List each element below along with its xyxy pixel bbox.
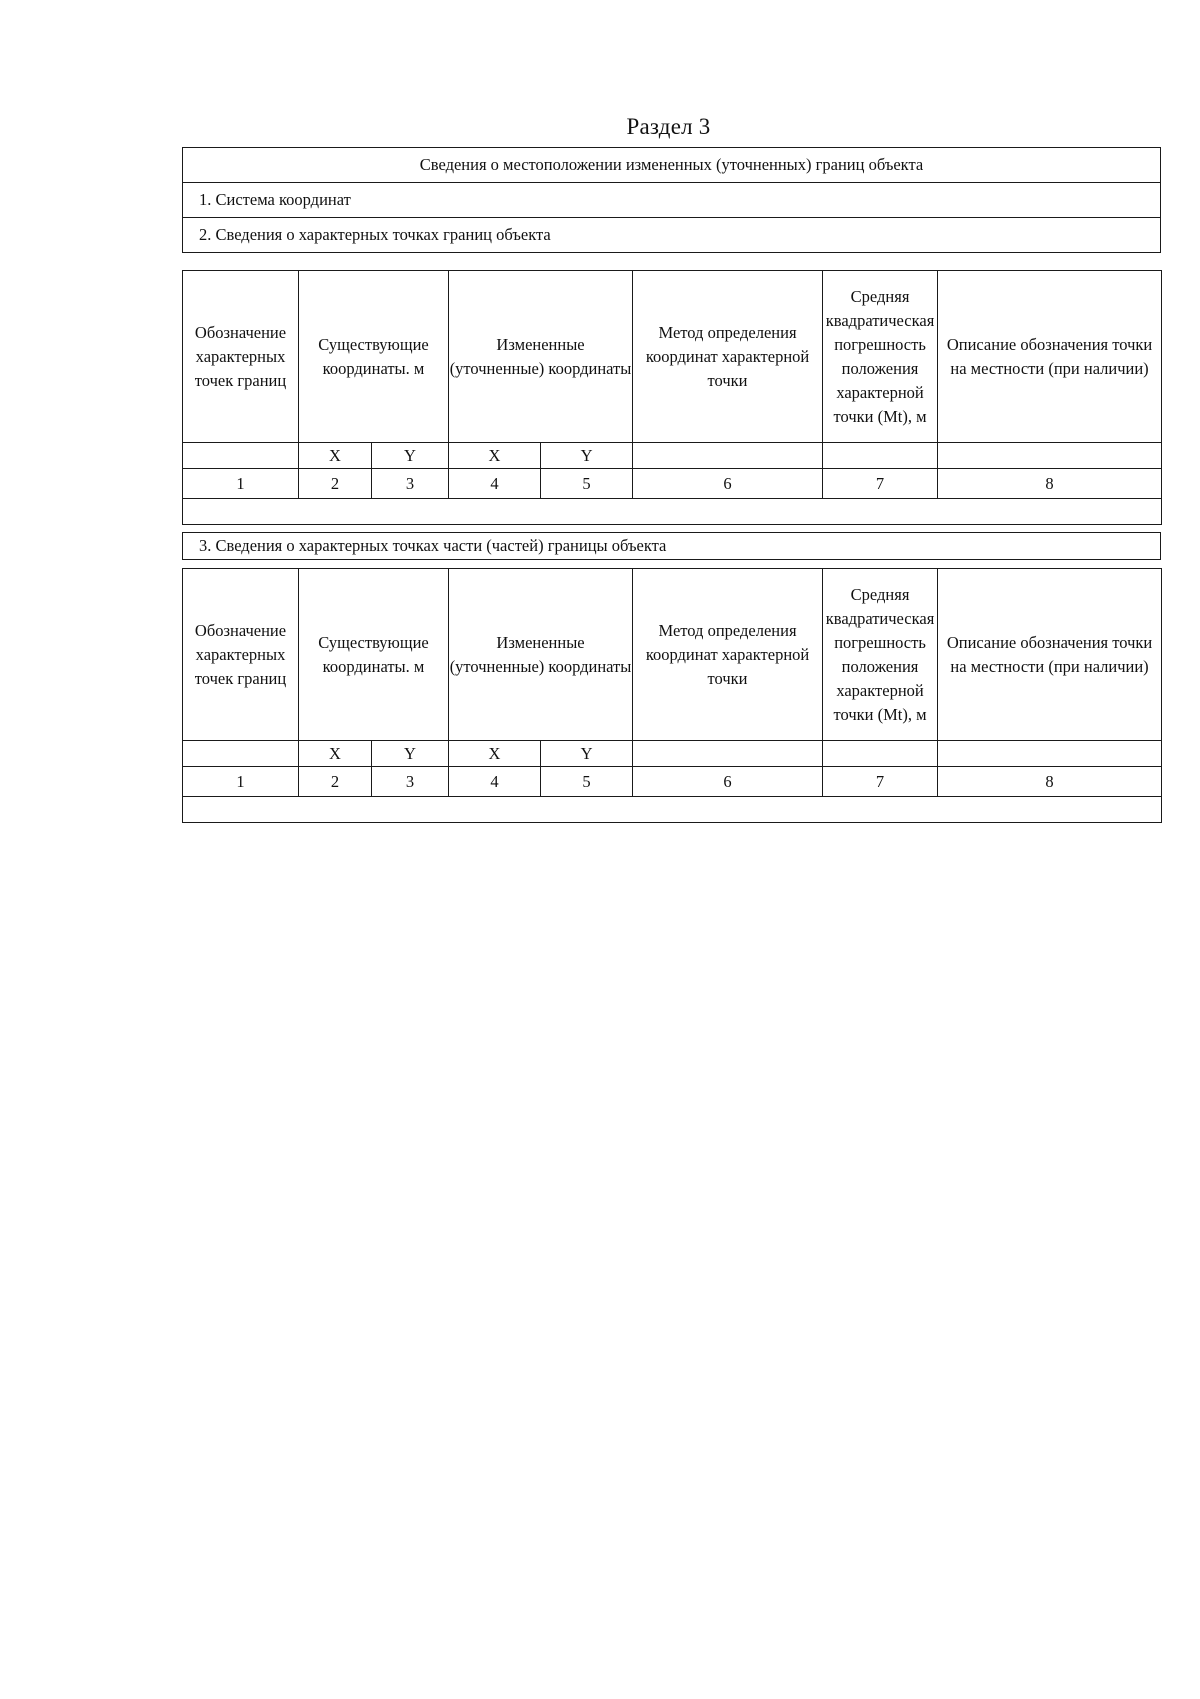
col-mean-square-error: Средняя квадратическая погрешность положения характерной точки (Mt), м bbox=[823, 271, 938, 443]
boundary-points-table bbox=[182, 270, 1162, 525]
axis-y: Y bbox=[541, 443, 633, 469]
column-number: 6 bbox=[633, 469, 823, 499]
col-description: Описание обозначения точки на местности (при наличии) bbox=[938, 569, 1162, 741]
axis-cell-empty bbox=[633, 741, 823, 767]
col-description: Описание обозначения точки на местности (при наличии) bbox=[938, 271, 1162, 443]
col-method: Метод определения координат характерной точки bbox=[633, 569, 823, 741]
column-number: 8 bbox=[938, 767, 1162, 797]
axis-x: X bbox=[299, 741, 372, 767]
column-number: 2 bbox=[299, 469, 372, 499]
col-designation: Обозначение характерных точек границ bbox=[183, 271, 299, 443]
column-number: 3 bbox=[372, 767, 449, 797]
col-mean-square-error: Средняя квадратическая погрешность положения характерной точки (Mt), м bbox=[823, 569, 938, 741]
col-changed-coordinates: Измененные (уточненные) координаты bbox=[449, 271, 633, 443]
page-title: Раздел 3 bbox=[626, 114, 711, 139]
column-number: 3 bbox=[372, 469, 449, 499]
column-number: 8 bbox=[938, 469, 1162, 499]
column-number: 2 bbox=[299, 767, 372, 797]
axis-y: Y bbox=[541, 741, 633, 767]
section-caption: Сведения о местоположении измененных (уточненных) границ объекта bbox=[183, 148, 1161, 183]
empty-data-row bbox=[183, 797, 1162, 823]
col-changed-coordinates: Измененные (уточненные) координаты bbox=[449, 569, 633, 741]
col-existing-coordinates: Существующие координаты. м bbox=[299, 271, 449, 443]
col-method: Метод определения координат характерной точки bbox=[633, 271, 823, 443]
axis-y: Y bbox=[372, 741, 449, 767]
axis-y: Y bbox=[372, 443, 449, 469]
axis-x: X bbox=[449, 741, 541, 767]
column-number: 6 bbox=[633, 767, 823, 797]
axis-cell-empty bbox=[938, 443, 1162, 469]
part-boundary-points-label: 3. Сведения о характерных точках части (частей) границы объекта bbox=[183, 533, 1161, 560]
coordinate-system-label: 1. Система координат bbox=[183, 183, 1161, 218]
axis-cell-empty bbox=[823, 741, 938, 767]
axis-cell-empty bbox=[823, 443, 938, 469]
column-number: 7 bbox=[823, 767, 938, 797]
axis-cell-empty bbox=[938, 741, 1162, 767]
col-designation: Обозначение характерных точек границ bbox=[183, 569, 299, 741]
column-number: 5 bbox=[541, 767, 633, 797]
column-number: 7 bbox=[823, 469, 938, 499]
column-number: 4 bbox=[449, 469, 541, 499]
axis-cell-empty bbox=[633, 443, 823, 469]
column-number: 4 bbox=[449, 767, 541, 797]
boundary-points-label: 2. Сведения о характерных точках границ объекта bbox=[183, 218, 1161, 253]
column-number: 1 bbox=[183, 469, 299, 499]
part-boundary-points-table bbox=[182, 568, 1162, 823]
column-number: 5 bbox=[541, 469, 633, 499]
axis-x: X bbox=[449, 443, 541, 469]
axis-cell-empty bbox=[183, 443, 299, 469]
section3-header-box bbox=[182, 532, 1161, 560]
axis-cell-empty bbox=[183, 741, 299, 767]
col-existing-coordinates: Существующие координаты. м bbox=[299, 569, 449, 741]
empty-data-row bbox=[183, 499, 1162, 525]
axis-x: X bbox=[299, 443, 372, 469]
section-header-box bbox=[182, 147, 1161, 253]
column-number: 1 bbox=[183, 767, 299, 797]
